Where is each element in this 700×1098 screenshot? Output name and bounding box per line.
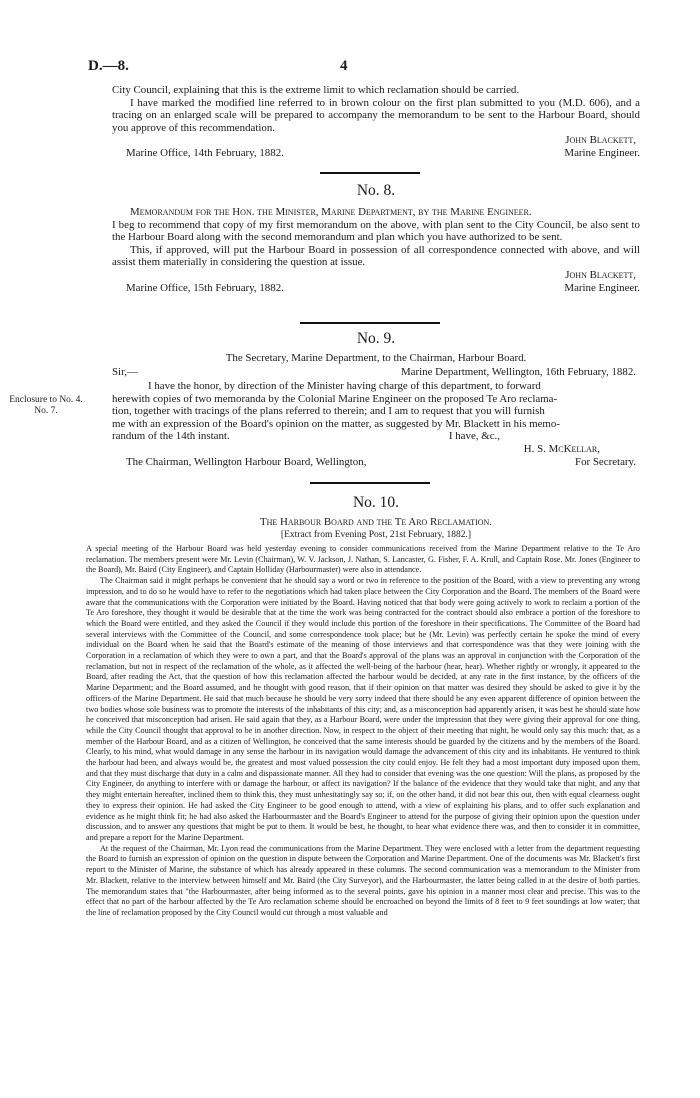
section-heading-no8: No. 8.	[356, 182, 396, 199]
article-paragraph-2: The Chairman said it might perhaps be convenient that he should say a word or two in reference to the position of the Board, with a view to preventing any wrong impression, and to do so he would have to refer to the negotiations which had taken place between the City Corporation and the Board. The members of the Board were aware that the communications with the Corporation were initiated by the Board. Having noticed that that body were going actively to work to reclaim a portion of the Te Aro foreshore, they thought it would be desirable that at the time the work was being contracted for the contract should also embrace a portion of the foreshore to which the Board were entitled, and they asked the Council if they would include this portion of the foreshore in their specifications. The Committee of the Board had several interviews with the Committee of the Council, and some correspondence took place; but he (Mr. Levin) was perfectly certain he spoke the mind of every individual on the Board when he said that the Board's estimate of the meaning of those interviews and that correspondence was that they were joining with the Corporation in a reclamation of which they were to own a part, and that the Board's approval of the plans was an approval in conjunction with the Corporation of the reclamation, but not in respect of the reclamation of the whole, as it affected the well-being of the harbour (hear, hear). Whether rightly or wrongly, it appeared to the Board, after reading the Act, that the question of how this reclamation affected the harbour would be decided, at any rate in the first instance, by the officers of the Marine Department; and the Board assumed, and he thought with good reason, that if their opinion on that matter was desired they should be asked to give it by the officers of the Marine Department. He said that much because he should be very sorry indeed that there should be any even apparent difference of opinion between the two bodies whose sole business was to promote the interests of the inhabitants of this city; and, as a misconception had apparently arisen, it was best he should state how he conceived that misconception had arisen. He said again that they, as a Harbour Board, were under the impression that they were giving their approval for one thing, while the City Council thought that approval to be in another direction. Now, in respect to the object of their meeting that night, he would only say this much: that, as a member of the Harbour Board, and as a citizen of Wellington, he conceived that the same interests should be guarded by the citizens and by the members of the Board. Clearly, to his mind, what would damage in any sense the harbour in its navigation would damage the advancement of this city and its inhabitants. He ventured to think the harbour had been, and always would be, the greatest and most valued possession the city could enjoy. He felt they had a most important duty imposed upon them, and that they must discharge that duty in a calm and dispassionate manner. All they had to consider that evening was the one question: Will the plans, as proposed by the City Engineer, do anything to interfere with or damage the harbour, or affect its navigation? If the balance of the evidence that they would take that night, and any that they might entertain hereafter, inclined them to think this, they must unhesitatingly say so; if, on the other hand, it did not bear this out, then with equal clearness ought they to express their opinion. He had asked the City Engineer to be good enough to attend, with a view of explaining his plans, and to offer such explanation and evidence as he might think fit; he had also asked the Harbourmaster and the Board's Engineer to attend for the purpose of giving their opinion upon the question under discussion, and to answer any questions that might be put to them. It would be best, he thought, to hear what evidence there was, and then to consider it in committee, and prepare a report for the Marine Department.	[86, 576, 640, 842]
letter-line: tion, together with tracings of the plans referred to therein; and I am to request that you will furnish	[112, 405, 545, 418]
continuation-paragraph: I have marked the modified line referred to in brown colour on the first plan submitted to you (M.D. 606), and a tracing on an enlarged scale will be prepared to accompany the memorandum to be sent to the Harbour Board, should you approve of this recommendation.	[112, 96, 640, 134]
continuation-line: City Council, explaining that this is the extreme limit to which reclamation should be carried.	[112, 84, 520, 96]
letter-body	[112, 380, 640, 468]
signatory: H. S. McKellar,	[523, 442, 600, 455]
letter-line: I have the honor, by direction of the Minister having charge of this department, to forward	[148, 380, 541, 392]
signatory-role: For Secretary.	[575, 455, 636, 468]
section-divider	[300, 322, 440, 324]
margin-note-number: No. 7.	[34, 406, 58, 416]
memo-paragraph-1: I beg to recommend that copy of my first memorandum on the above, with plan sent to the City Council, be also sent to the Harbour Board along with the second memorandum and plan which you have authorized to be sent.	[112, 218, 640, 244]
signatory-role: Marine Engineer.	[564, 146, 640, 159]
addressee: The Chairman, Wellington Harbour Board, Wellington,	[126, 455, 367, 468]
section-heading-no9: No. 9.	[356, 330, 396, 347]
letter-line: randum of the 14th instant.	[112, 430, 230, 443]
section-divider	[310, 482, 430, 484]
closing: I have, &c.,	[448, 430, 500, 443]
salutation: Sir,—	[112, 366, 138, 378]
document-reference: D.—8.	[88, 58, 129, 74]
signatory: John Blackett,	[565, 268, 636, 281]
section-heading-no10: No. 10.	[352, 494, 400, 511]
section-divider	[320, 172, 420, 174]
dateline: Marine Department, Wellington, 16th February, 1882.	[400, 366, 636, 378]
article-paragraph-1: A special meeting of the Harbour Board was held yesterday evening to consider communications received from the Marine Department relative to the Te Aro reclamation. The members present were Mr. Levin (Chairman), W. V. Jackson, J. Nathan, S. Lancaster, G. Fisher, F. A. Krull, and Captain Rose. Mr. Jones (Engineer to the Board), Mr. Baird (City Engineer), and Captain Holliday (Harbourmaster) were also in attendance.	[86, 544, 640, 575]
memo-heading: Memorandum for the Hon. the Minister, Marine Department, by the Marine Engineer.	[130, 206, 532, 218]
signatory: John Blackett,	[565, 134, 636, 147]
no8-section	[112, 206, 640, 294]
letter-line: me with an expression of the Board's opinion on the matter, as suggested by Mr. Blackett in his memo-	[112, 417, 560, 430]
memo-paragraph-2: This, if approved, will put the Harbour Board in possession of all correspondence connected with above, and will assist them materially in considering the question at issue.	[112, 243, 640, 269]
article-paragraph-3: At the request of the Chairman, Mr. Lyon read the communications from the Marine Department. They were enclosed with a letter from the department requesting the Board to furnish an expression of opinion on the question in dispute between the Corporation and Marine Department. One of the documents was Mr. Blackett's first report to the Minister of Marine, the substance of which has already appeared in these columns. The second communication was a memorandum to the Minister from Mr. Blackett, relative to the interview between himself and Mr. Baird (the City Surveyor), and the Harbourmaster, the latter being called in at the desire of both parties. The memorandum states that "the Harbourmaster, after being informed as to the several points, gave his opinion in a manner most clear and precise. This was to the effect that no part of the harbour affected by the Te Aro reclamation scheme should be encroached on beyond the limits of 8 feet to 9 feet soundings at low water; that the line of reclamation proposed by the City Council would cut through a most valuable and	[86, 843, 640, 917]
letter-line: herewith copies of two memoranda by the Colonial Marine Engineer on the proposed Te Aro reclama-	[112, 392, 558, 405]
signatory-role: Marine Engineer.	[564, 281, 640, 294]
article-body	[86, 544, 640, 919]
article-subheading: The Harbour Board and the Te Aro Reclamation.	[259, 516, 493, 528]
margin-note-enclosure: Enclosure to No. 4.	[9, 395, 83, 405]
extract-source: [Extract from Evening Post, 21st February, 1882.]	[280, 530, 472, 540]
no7-continuation	[112, 84, 640, 160]
margin-note	[4, 395, 88, 417]
letter-subheading: The Secretary, Marine Department, to the Chairman, Harbour Board.	[225, 352, 527, 364]
place-date: Marine Office, 15th February, 1882.	[126, 281, 284, 294]
place-date: Marine Office, 14th February, 1882.	[126, 146, 284, 159]
page-number: 4	[340, 58, 348, 74]
